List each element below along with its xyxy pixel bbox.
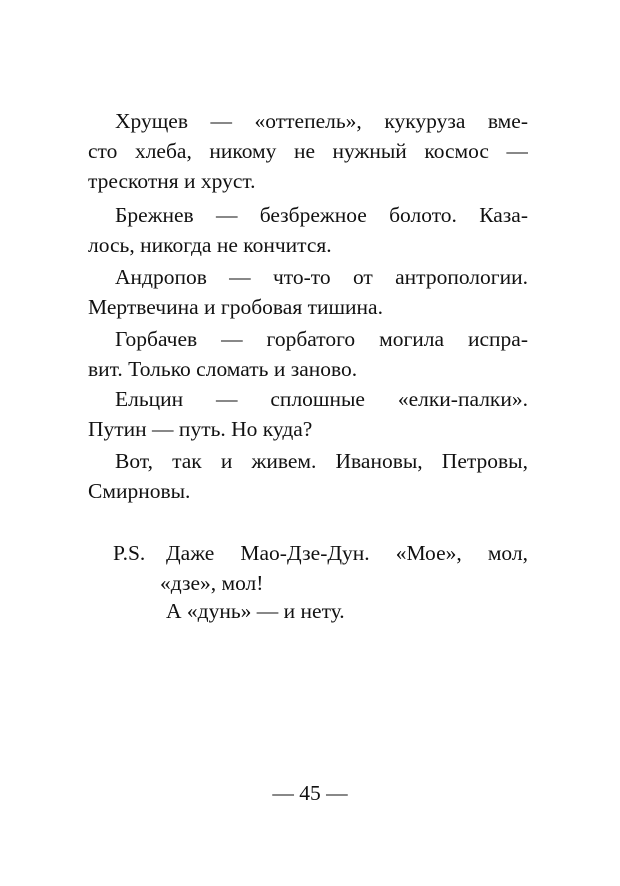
text-line: Вот, так и живем. Ивановы, Петровы, xyxy=(115,449,528,473)
text-line: Ельцин — сплошные «елки-палки». xyxy=(115,387,528,411)
text-line: лось, никогда не кончится. xyxy=(88,233,332,257)
text-line: Брежнев — безбрежное болото. Каза- xyxy=(115,203,528,227)
page-number: — 45 — xyxy=(272,781,348,805)
text-line: трескотня и хруст. xyxy=(88,169,256,193)
postscript-line: А «дунь» — и нету. xyxy=(166,599,345,623)
text-line: Путин — путь. Но куда? xyxy=(88,417,313,441)
postscript-label: P.S. xyxy=(113,541,146,565)
text-line: вит. Только сломать и заново. xyxy=(88,357,358,381)
text-line: Смирновы. xyxy=(88,479,191,503)
text-line: Горбачев — горбатого могила испра- xyxy=(115,327,528,351)
text-line: Мертвечина и гробовая тишина. xyxy=(88,295,383,319)
postscript-line: Даже Мао-Дзе-Дун. «Мое», мол, xyxy=(166,541,528,565)
text-line: сто хлеба, никому не нужный космос — xyxy=(88,139,528,163)
text-line: Хрущев — «оттепель», кукуруза вме- xyxy=(115,109,528,133)
text-line: Андропов — что-то от антропологии. xyxy=(115,265,528,289)
postscript-line: «дзе», мол! xyxy=(160,571,264,595)
